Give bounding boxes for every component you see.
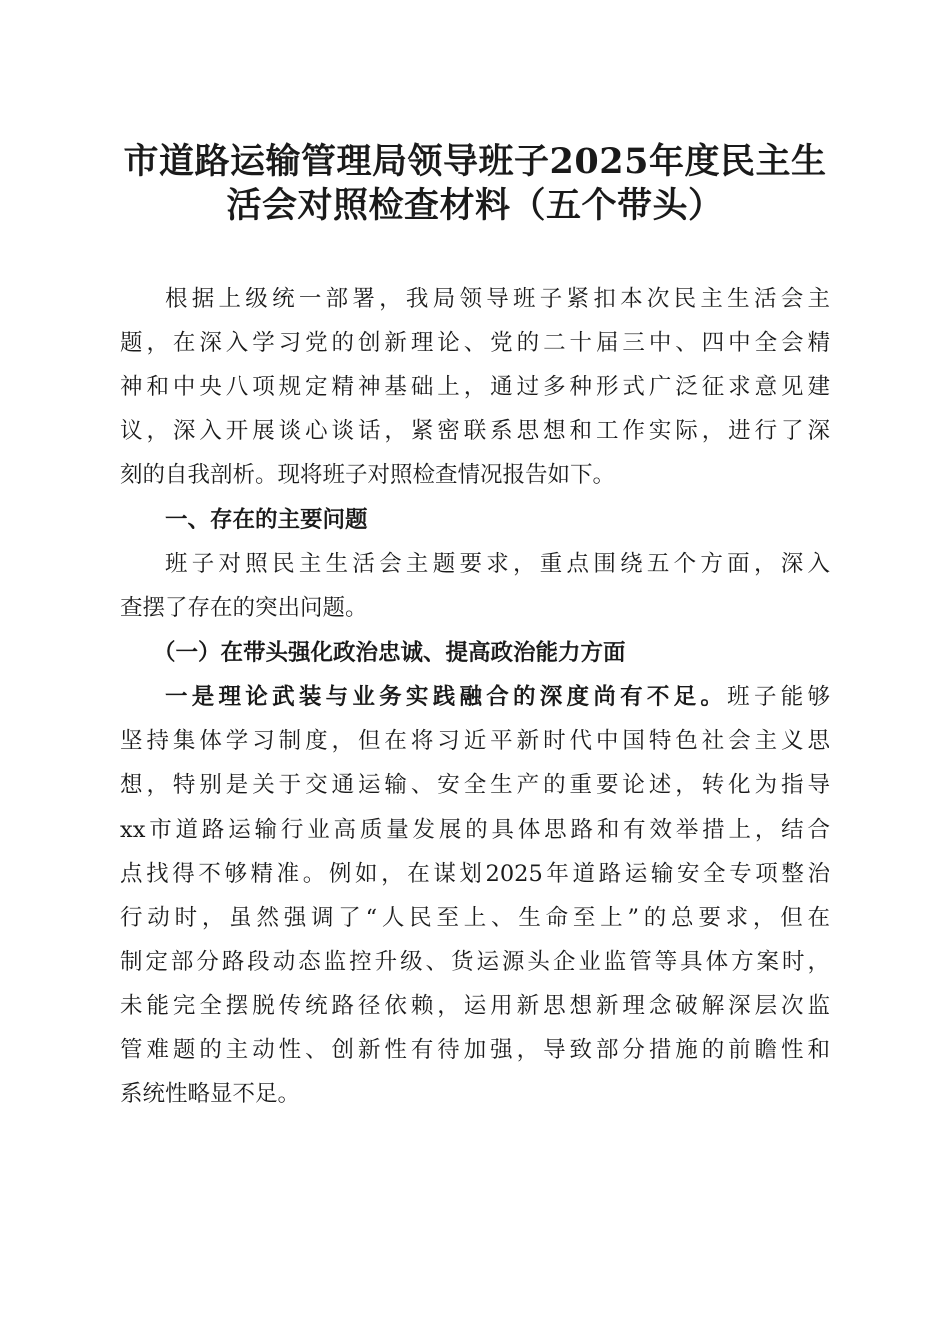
point-1-line-5: 点找得不够精准。例如，在谋划2025年道路运输安全专项整治 bbox=[120, 861, 830, 887]
point-1-line-1 bbox=[165, 682, 830, 712]
intro-line-4: 议，深入开展谈心谈话，紧密联系思想和工作实际，进行了深 bbox=[120, 418, 830, 444]
intro-line-3: 神和中央八项规定精神基础上，通过多种形式广泛征求意见建 bbox=[120, 374, 830, 400]
point-1-line-6: 行动时，虽然强调了“人民至上、生命至上”的总要求，但在 bbox=[120, 905, 830, 931]
intro-line-5: 刻的自我剖析。现将班子对照检查情况报告如下。 bbox=[120, 462, 616, 488]
point-1-line-7: 制定部分路段动态监控升级、货运源头企业监管等具体方案时， bbox=[120, 949, 830, 975]
point-1-line-4: xx市道路运输行业高质量发展的具体思路和有效举措上，结合 bbox=[120, 817, 830, 843]
subsection-1-heading: （一）在带头强化政治忠诚、提高政治能力方面 bbox=[153, 640, 626, 666]
document-title-line-1: 市道路运输管理局领导班子2025年度民主生 bbox=[123, 141, 827, 182]
point-1-line-8: 未能完全摆脱传统路径依赖，运用新思想新理念破解深层次监 bbox=[120, 993, 830, 1019]
section-1-heading: 一、存在的主要问题 bbox=[165, 507, 368, 533]
section-1-line-2: 查摆了存在的突出问题。 bbox=[120, 595, 368, 621]
point-1-line-3: 想，特别是关于交通运输、安全生产的重要论述，转化为指导 bbox=[120, 772, 830, 798]
point-1-line-9: 管难题的主动性、创新性有待加强，导致部分措施的前瞻性和 bbox=[120, 1037, 830, 1063]
intro-line-1: 根据上级统一部署，我局领导班子紧扣本次民主生活会主 bbox=[165, 286, 830, 312]
point-1-first-rest: 班子能够 bbox=[727, 684, 830, 710]
section-1-line-1: 班子对照民主生活会主题要求，重点围绕五个方面，深入 bbox=[165, 551, 830, 577]
point-1-line-2: 坚持集体学习制度，但在将习近平新时代中国特色社会主义思 bbox=[120, 728, 830, 754]
point-1-lead: 一是理论武装与业务实践融合的深度尚有不足。 bbox=[165, 684, 728, 710]
intro-line-2: 题，在深入学习党的创新理论、党的二十届三中、四中全会精 bbox=[120, 330, 830, 356]
document-title-line-2: 活会对照检查材料（五个带头） bbox=[226, 185, 724, 226]
point-1-line-10: 系统性略显不足。 bbox=[120, 1081, 301, 1107]
